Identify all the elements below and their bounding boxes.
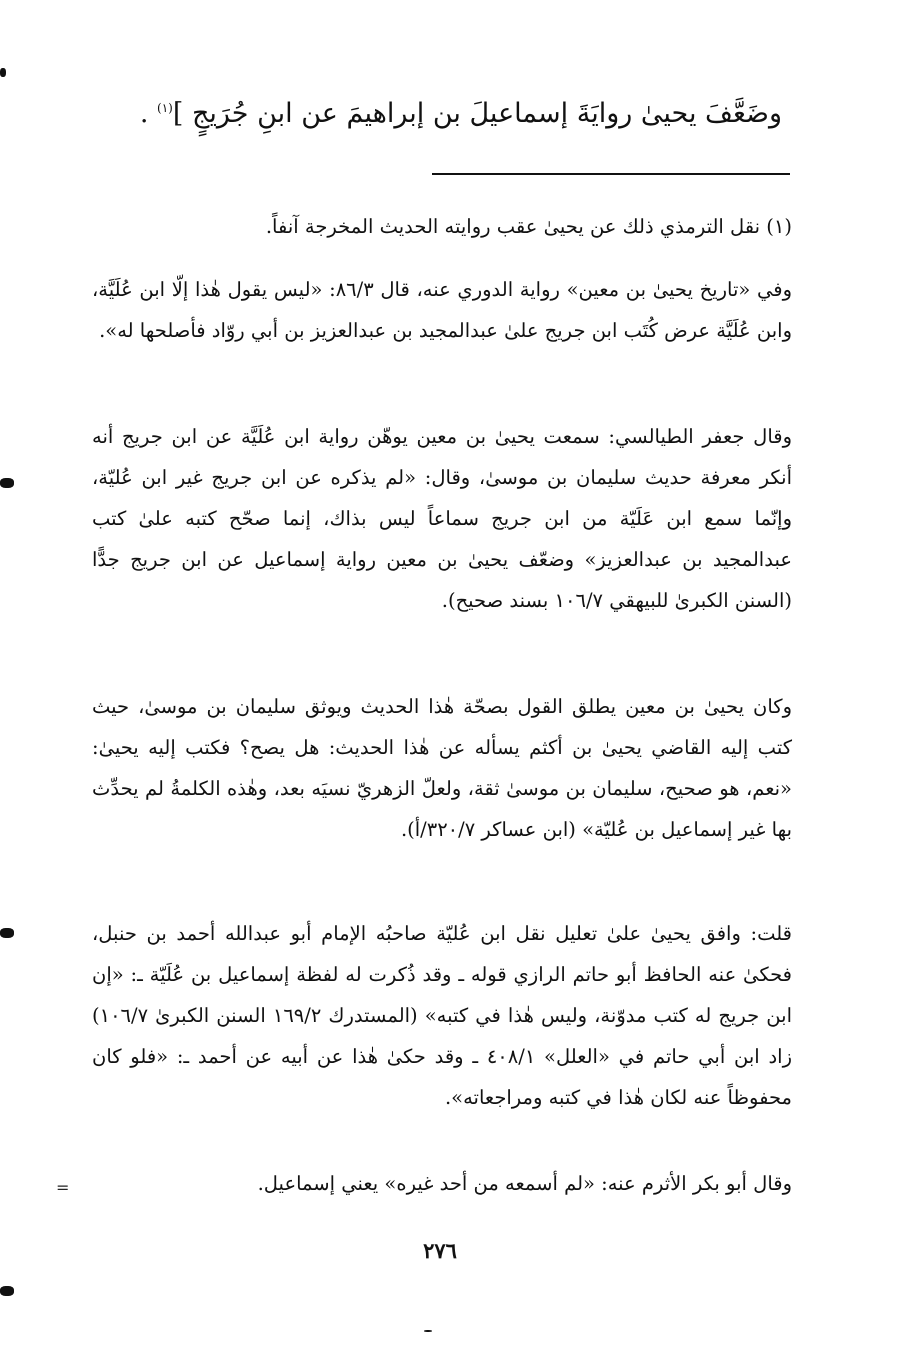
- continuation-mark: =: [56, 1178, 70, 1197]
- footnote-paragraph-2: وقال جعفر الطيالسي: سمعت يحيىٰ بن معين يوهّن رواية ابن عُلَيَّة عن ابن جريج أنه أنكر معرفة حديث سليمان بن موسىٰ، وقال: «لم يذكره عن ابن جريج غير ابن عُليّة، وإنّما سمع ابن عَلَيّة من ابن جريج سماعاً ليس بذاك، إنما صحّح كتبه علىٰ كتب عبدالمجيد بن عبدالعزيز» وضعّف يحيىٰ بن معين رواية إسماعيل عن ابن جريج جدًّا (السنن الكبرىٰ للبيهقي ١٠٦/٧ بسند صحيح).: [92, 425, 792, 612]
- scan-mark-2: [0, 478, 14, 488]
- main-text-end: .: [139, 98, 158, 129]
- footnote-paragraph-4: قلت: وافق يحيىٰ علىٰ تعليل نقل ابن عُليّة صاحبُه الإمام أبو عبدالله أحمد بن حنبل، فحكىٰ عنه الحافظ أبو حاتم الرازي قوله ـ وقد ذُكرت له لفظة إسماعيل بن عُلَيّة ـ: «إن ابن جريج له كتب مدوّنة، وليس هٰذا في كتبه» (المستدرك ١٦٩/٢ السنن الكبرىٰ ١٠٦/٧) زاد ابن أبي حاتم في «العلل» ٤٠٨/١ ـ وقد حكىٰ هٰذا عن أبيه عن أحمد ـ: «فلو كان محفوظاً عنه لكان هٰذا في كتبه ومراجعاته».: [92, 922, 792, 1109]
- footnote-paragraph-3: وكان يحيىٰ بن معين يطلق القول بصحّة هٰذا الحديث ويوثق سليمان بن موسىٰ، حيث كتب إليه القاضي يحيىٰ بن أكثم يسأله عن هٰذا الحديث: هل يصح؟ فكتب إليه يحيىٰ: «نعم، هو صحيح، سليمان بن موسىٰ ثقة، ولعلّ الزهريّ نسيَه بعد، وهٰذه الكلمةُ لم يحدِّث بها غير إسماعيل بن عُليّة» (ابن عساكر ٣٢٠/٧/أ).: [92, 695, 792, 841]
- page-number: ٢٧٦: [423, 1238, 457, 1263]
- scan-mark-3: [0, 928, 14, 938]
- main-text: وضَعَّفَ يحيىٰ روايَةَ إسماعيلَ بن إبراهيمَ عن ابنِ جُرَيجٍ ]: [172, 98, 782, 129]
- footnote-paragraph-1: وفي «تاريخ يحيىٰ بن معين» رواية الدوري عنه، قال ٨٦/٣: «ليس يقول هٰذا إلّا ابن عُلَيَّة، وابن عُلَيَّة عرض كُتَب ابن جريج علىٰ عبدالمجيد بن عبدالعزيز بن أبي روّاد فأصلحها له».: [92, 278, 792, 342]
- scan-mark-4: [0, 1286, 14, 1296]
- footnote-heading: (١) نقل الترمذي ذلك عن يحيىٰ عقب روايته الحديث المخرجة آنفاً.: [265, 215, 792, 238]
- scan-mark-5: [424, 1330, 432, 1332]
- footnote-separator: [432, 173, 790, 175]
- footnote-reference: (١): [157, 101, 173, 115]
- main-text-line: [82, 82, 782, 140]
- scan-mark-1: [0, 68, 6, 77]
- footnote-paragraph-5: وقال أبو بكر الأثرم عنه: «لم أسمعه من أحد غيره» يعني إسماعيل.: [257, 1172, 792, 1195]
